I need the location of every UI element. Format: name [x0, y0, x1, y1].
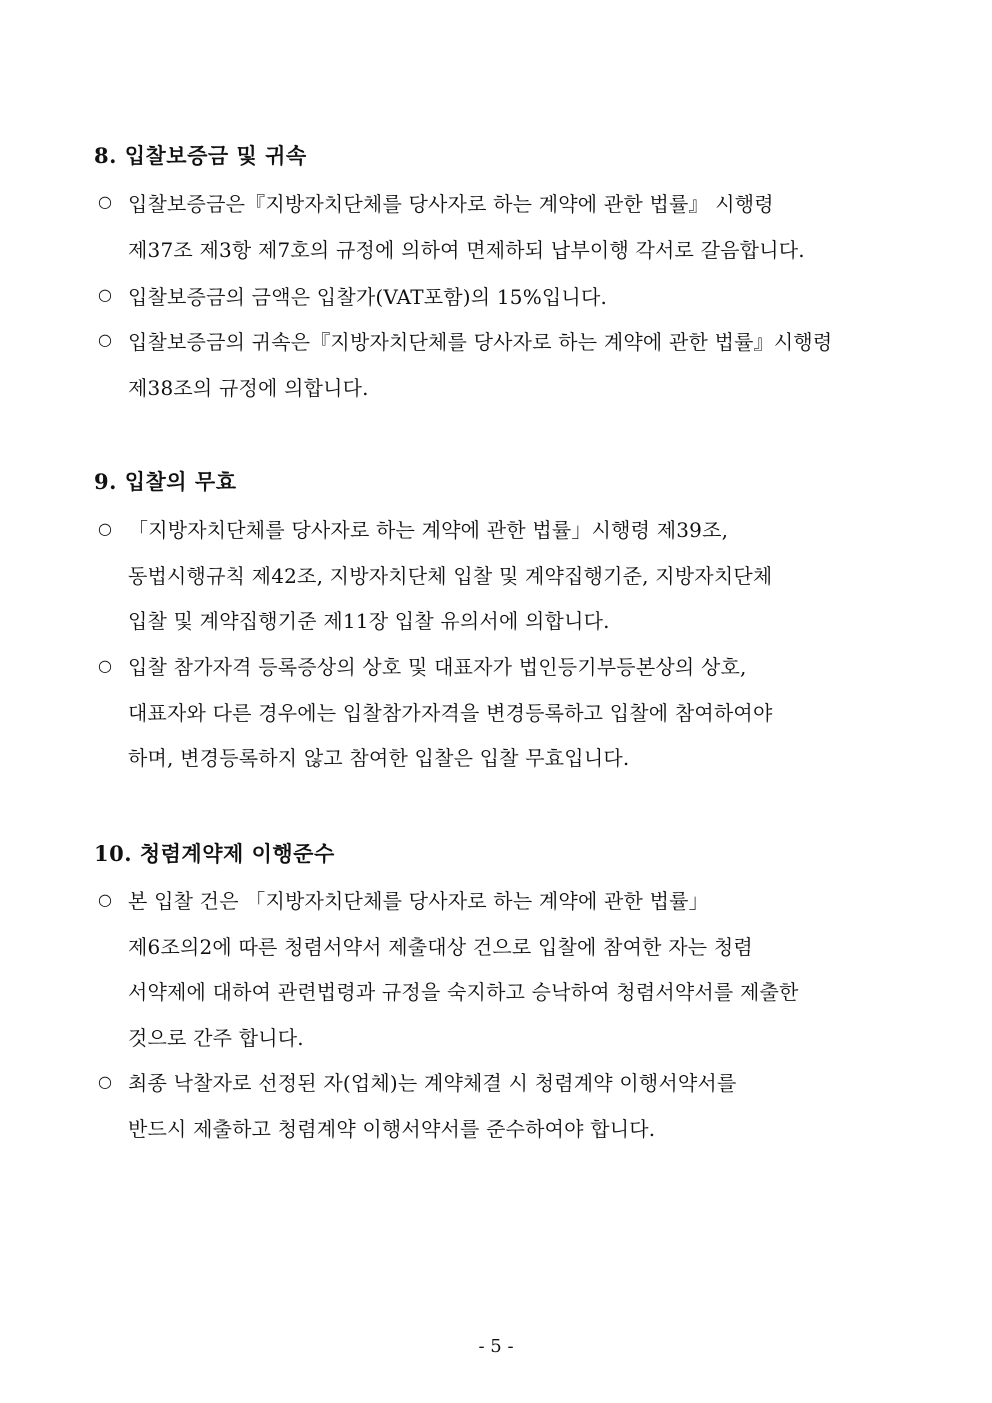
- section-9-item-1-line-2: 동법시행규칙 제42조, 지방자치단체 입찰 및 계약집행기준, 지방자치단체: [128, 564, 773, 588]
- bullet-icon: ○: [98, 1072, 112, 1091]
- section-10-item-1-line-2: 제6조의2에 따른 청렴서약서 제출대상 건으로 입찰에 참여한 자는 청렴: [128, 935, 753, 959]
- bullet-icon: ○: [98, 330, 112, 349]
- section-10-item-2-line-2: 반드시 제출하고 청렴계약 이행서약서를 준수하여야 합니다.: [128, 1117, 656, 1141]
- page-number: - 5 -: [478, 1336, 514, 1357]
- section-8-title: 8. 입찰보증금 및 귀속: [94, 143, 307, 168]
- section-10-item-1-line-3: 서약제에 대하여 관련법령과 규정을 숙지하고 승낙하여 청렴서약서를 제출한: [128, 980, 799, 1004]
- section-8-item-3-line-1: 입찰보증금의 귀속은『지방자치단체를 당사자로 하는 계약에 관한 법률』시행령: [128, 330, 833, 354]
- section-9-title: 9. 입찰의 무효: [94, 469, 237, 494]
- bullet-icon: ○: [98, 656, 112, 675]
- section-8-item-2-line-1: 입찰보증금의 금액은 입찰가(VAT포함)의 15%입니다.: [128, 285, 608, 309]
- section-10-item-2-line-1: 최종 낙찰자로 선정된 자(업체)는 계약체결 시 청렴계약 이행서약서를: [128, 1071, 737, 1095]
- section-10-item-1-line-1: 본 입찰 건은 「지방자치단체를 당사자로 하는 계약에 관한 법률」: [128, 889, 709, 913]
- bullet-icon: ○: [98, 519, 112, 538]
- section-8-item-1-line-2: 제37조 제3항 제7호의 규정에 의하여 면제하되 납부이행 각서로 갈음합니다.: [128, 238, 805, 262]
- section-9-item-1-line-1: 「지방자치단체를 당사자로 하는 계약에 관한 법률」시행령 제39조,: [128, 518, 729, 542]
- bullet-icon: ○: [98, 285, 112, 304]
- section-9-item-2-line-2: 대표자와 다른 경우에는 입찰참가자격을 변경등록하고 입찰에 참여하여야: [128, 701, 773, 725]
- section-9-item-2-line-1: 입찰 참가자격 등록증상의 상호 및 대표자가 법인등기부등본상의 상호,: [128, 655, 747, 679]
- section-9-item-2-line-3: 하며, 변경등록하지 않고 참여한 입찰은 입찰 무효입니다.: [128, 746, 630, 770]
- bullet-icon: ○: [98, 890, 112, 909]
- section-9-item-1-line-3: 입찰 및 계약집행기준 제11장 입찰 유의서에 의합니다.: [128, 609, 610, 633]
- section-8-item-1-line-1: 입찰보증금은『지방자치단체를 당사자로 하는 계약에 관한 법률』 시행령: [128, 192, 774, 216]
- section-10-item-1-line-4: 것으로 간주 합니다.: [128, 1026, 304, 1050]
- bullet-icon: ○: [98, 192, 112, 211]
- section-8-item-3-line-2: 제38조의 규정에 의합니다.: [128, 376, 369, 400]
- section-10-title: 10. 청렴계약제 이행준수: [94, 841, 335, 866]
